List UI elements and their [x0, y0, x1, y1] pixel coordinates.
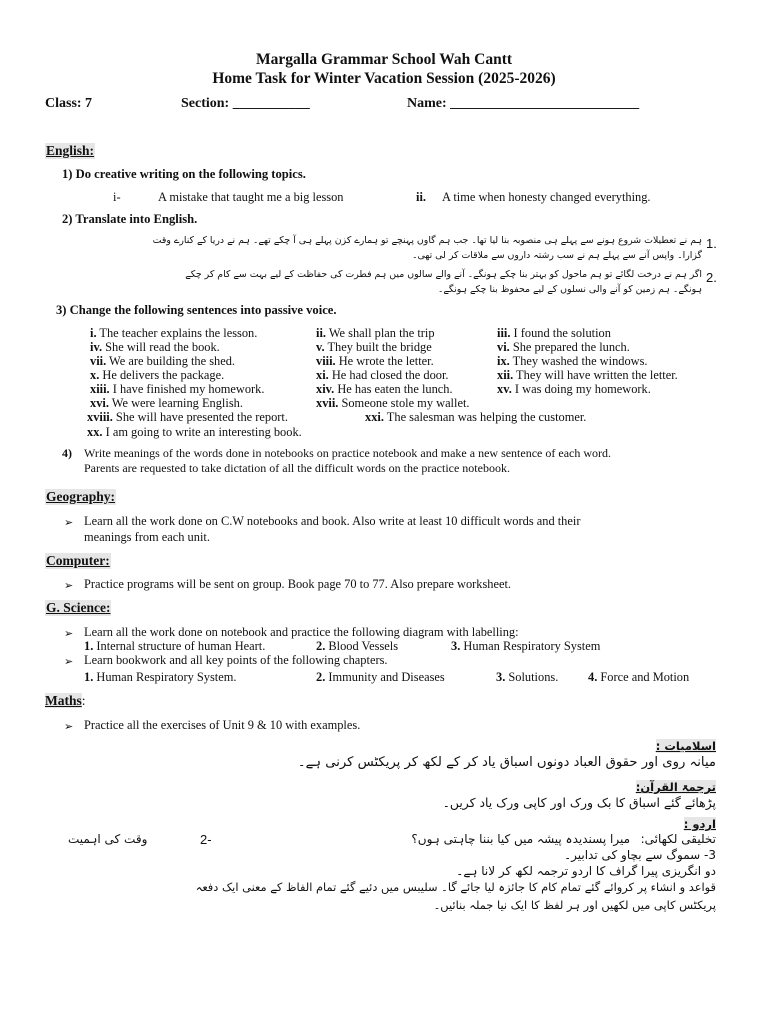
maths-line-1: Practice all the exercises of Unit 9 & 10 with examples.	[84, 718, 361, 732]
passive-item: iii. I found the solution	[497, 326, 611, 340]
urdu-heading: اردو :	[683, 817, 716, 831]
islamiat-heading: اسلامیات :	[655, 739, 716, 753]
q1-item-2-number: ii.	[416, 190, 426, 204]
q4-line-2: Parents are requested to take dictation of all the difficult words on the practice notebook.	[84, 461, 510, 475]
computer-heading: Computer:	[46, 553, 110, 568]
passive-item: xvii. Someone stole my wallet.	[316, 396, 470, 410]
q1-item-1-number: i-	[113, 190, 121, 204]
passive-item: vii. We are building the shed.	[90, 354, 236, 368]
passive-item: xxi. The salesman was helping the customer.	[365, 410, 587, 424]
quran-line-1: پڑھائے گئے اسباق کا بک ورک اور کاپی ورک یاد کریں۔	[442, 795, 716, 810]
urdu-creative-writing-label: تخلیقی لکھائی:	[640, 832, 716, 846]
english-q1: 1) Do creative writing on the following topics.	[62, 167, 306, 181]
diagram-item: 1. Internal structure of human Heart.	[84, 639, 266, 653]
q1-item-1-text: A mistake that taught me a big lesson	[158, 190, 344, 204]
chapter-item: 2. Immunity and Diseases	[316, 670, 445, 684]
maths-heading: Maths:	[45, 693, 86, 708]
q2-item-1-line-1: ہم نے تعطیلات شروع ہونے سے پہلے ہی منصوبہ بنا لیا تھا۔ جب ہم گاوں پہنچے تو ہمارے کزن پہلے ہی آ چکے تھے۔ ہم نے دریا کے کنارے وقت	[152, 235, 702, 246]
passive-item: ix. They washed the windows.	[497, 354, 648, 368]
passive-item: ii. We shall plan the trip	[316, 326, 435, 340]
geography-line-1: Learn all the work done on C.W notebooks and book. Also write at least 10 difficult words and their	[84, 514, 581, 528]
q1-item-2-text: A time when honesty changed everything.	[442, 190, 651, 204]
passive-item: v. They built the bridge	[316, 340, 432, 354]
passive-item: xviii. She will have presented the report.	[87, 410, 288, 424]
q2-item-1-number: 1.	[706, 236, 717, 251]
urdu-line-4: قواعد و انشاء پر کروائے گئے تمام کام کا جائزہ لیا جائے گا۔ سلیبس میں دئیے گئے تمام الفاظ کے معنی ایک دفعہ	[195, 880, 716, 894]
bullet-arrow-icon: ➢	[64, 628, 74, 640]
chapter-item: 3. Solutions.	[496, 670, 559, 684]
passive-item: xiv. He has eaten the lunch.	[316, 382, 453, 396]
english-q2: 2) Translate into English.	[62, 212, 198, 226]
diagram-item: 3. Human Respiratory System	[451, 639, 601, 653]
urdu-line-3: دو انگریزی پیرا گراف کا اردو ترجمہ لکھ کر لانا ہے۔	[456, 864, 716, 878]
q2-item-1-line-2: گزارا۔ واپس آنے سے پہلے ہم نے سب رشتہ داروں سے ملاقات کر لی تھی۔	[411, 250, 702, 261]
urdu-line-5: پریکٹس کاپی میں لکھیں اور ہر لفظ کا ایک نیا جملہ بنائیں۔	[433, 898, 716, 912]
q2-item-2-number: 2.	[706, 270, 717, 285]
gscience-bullet-2: Learn bookwork and all key points of the following chapters.	[84, 653, 388, 667]
geography-heading: Geography:	[46, 489, 115, 504]
name-label: Name: ___________________________	[407, 96, 640, 111]
school-name: Margalla Grammar School Wah Cantt	[255, 51, 513, 68]
english-q3: 3) Change the following sentences into passive voice.	[56, 303, 337, 317]
passive-item: xvi. We were learning English.	[90, 396, 243, 410]
passive-item: xi. He had closed the door.	[316, 368, 449, 382]
chapter-item: 4. Force and Motion	[588, 670, 690, 684]
gscience-heading: G. Science:	[46, 600, 111, 615]
class-label: Class: 7	[45, 96, 93, 111]
passive-item: xii. They will have written the letter.	[497, 368, 678, 382]
passive-item: vi. She prepared the lunch.	[497, 340, 630, 354]
urdu-topic-1: میرا پسندیدہ پیشہ میں کیا بننا چاہتی ہوں؟	[411, 832, 630, 846]
q4-number: 4)	[62, 446, 72, 460]
bullet-arrow-icon: ➢	[64, 517, 74, 529]
quran-heading: ترجمۃ القرآن:	[635, 780, 716, 794]
english-heading: English:	[46, 143, 95, 158]
urdu-topic-2-number: 2-	[200, 832, 212, 847]
passive-item: xx. I am going to write an interesting book.	[87, 425, 302, 439]
section-label: Section: ___________	[181, 96, 310, 111]
q4-line-1: Write meanings of the words done in notebooks on practice notebook and make a new sentence of each word.	[84, 446, 612, 460]
passive-item: xiii. I have finished my homework.	[90, 382, 265, 396]
gscience-bullet-1: Learn all the work done on notebook and practice the following diagram with labelling:	[84, 625, 519, 639]
passive-item: iv. She will read the book.	[90, 340, 220, 354]
bullet-arrow-icon: ➢	[64, 580, 74, 592]
page-title: Home Task for Winter Vacation Session (2025-2026)	[212, 70, 556, 87]
urdu-topic-2: وقت کی اہمیت	[68, 832, 148, 846]
bullet-arrow-icon: ➢	[64, 721, 74, 733]
bullet-arrow-icon: ➢	[64, 656, 74, 668]
passive-item: x. He delivers the package.	[90, 368, 225, 382]
diagram-item: 2. Blood Vessels	[316, 639, 399, 653]
passive-item: viii. He wrote the letter.	[316, 354, 434, 368]
islamiat-line-1: میانہ روی اور حقوق العباد دونوں اسباق یاد کر کے لکھ کر پریکٹس کرنی ہے۔	[297, 755, 716, 770]
geography-line-2: meanings from each unit.	[84, 530, 210, 544]
q2-item-2-line-1: اگر ہم نے درخت لگائے تو ہم ماحول کو بہتر بنا چکے ہونگے۔ آنے والے سالوں میں ہم فطرت کی حفاظت کے لیے بہت سے کام کر چکے	[185, 269, 702, 280]
urdu-line-2: 3- سموگ سے بچاو کی تدابیر۔	[564, 848, 716, 862]
passive-item: i. The teacher explains the lesson.	[90, 326, 258, 340]
computer-line-1: Practice programs will be sent on group. Book page 70 to 77. Also prepare worksheet.	[84, 577, 512, 591]
chapter-item: 1. Human Respiratory System.	[84, 670, 237, 684]
q2-item-2-line-2: ہونگے۔ ہم زمین کو آنے والی نسلوں کے لیے محفوظ بنا چکے ہونگے۔	[437, 284, 702, 295]
passive-item: xv. I was doing my homework.	[497, 382, 651, 396]
